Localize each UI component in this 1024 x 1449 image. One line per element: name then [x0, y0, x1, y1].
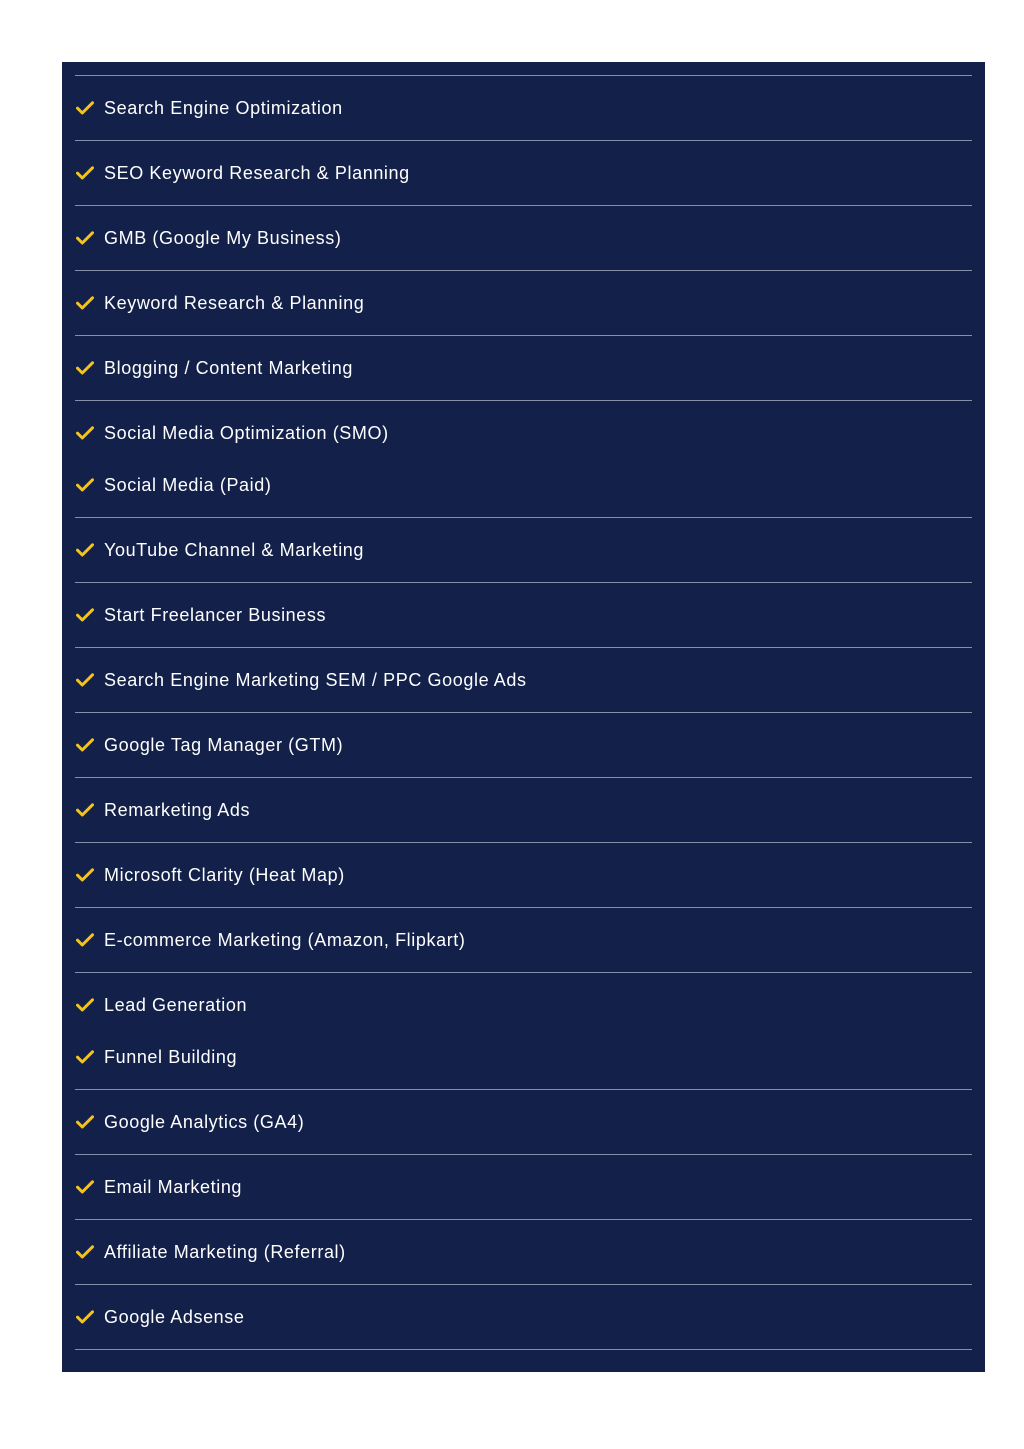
check-icon [75, 995, 95, 1015]
check-icon [75, 423, 95, 443]
list-item-label: Email Marketing [104, 1176, 243, 1197]
divider [75, 777, 972, 778]
list-item-label: SEO Keyword Research & Planning [104, 162, 410, 183]
check-icon [75, 163, 95, 183]
list-item-label: Remarketing Ads [104, 799, 251, 820]
divider [75, 1089, 972, 1090]
topic-group [75, 973, 972, 1089]
topic-group [75, 713, 972, 777]
topic-group [75, 778, 972, 842]
divider [75, 582, 972, 583]
topic-group [75, 1090, 972, 1154]
list-item [75, 1031, 972, 1083]
divider [75, 647, 972, 648]
list-item [75, 654, 972, 706]
check-icon [75, 540, 95, 560]
list-item [75, 459, 972, 511]
list-item [75, 147, 972, 199]
topic-group [75, 1285, 972, 1349]
divider [75, 75, 972, 76]
check-icon [75, 1242, 95, 1262]
topic-group [75, 648, 972, 712]
list-item [75, 719, 972, 771]
list-item [75, 589, 972, 641]
topic-group [75, 141, 972, 205]
topic-group [75, 336, 972, 400]
divider [75, 1284, 972, 1285]
divider [75, 1219, 972, 1220]
check-icon [75, 358, 95, 378]
list-item-label: Blogging / Content Marketing [104, 357, 353, 378]
list-item-label: Google Tag Manager (GTM) [104, 734, 344, 755]
check-icon [75, 605, 95, 625]
check-icon [75, 293, 95, 313]
divider [75, 712, 972, 713]
list-item [75, 212, 972, 264]
list-item [75, 342, 972, 394]
list-item [75, 1226, 972, 1278]
check-icon [75, 228, 95, 248]
divider [75, 270, 972, 271]
topic-group [75, 206, 972, 270]
check-icon [75, 1307, 95, 1327]
check-icon [75, 670, 95, 690]
check-icon [75, 475, 95, 495]
divider [75, 1349, 972, 1350]
divider [75, 205, 972, 206]
list-item [75, 1161, 972, 1213]
list-item-label: Social Media (Paid) [104, 474, 272, 495]
divider [75, 140, 972, 141]
topic-group [75, 583, 972, 647]
list-item [75, 914, 972, 966]
list-item-label: Search Engine Marketing SEM / PPC Google Ads [104, 669, 527, 690]
topic-list [75, 75, 972, 1350]
list-item-label: E-commerce Marketing (Amazon, Flipkart) [104, 929, 466, 950]
divider [75, 842, 972, 843]
check-icon [75, 1112, 95, 1132]
divider [75, 907, 972, 908]
check-icon [75, 930, 95, 950]
list-item [75, 277, 972, 329]
topic-group [75, 843, 972, 907]
list-item-label: Google Adsense [104, 1306, 245, 1327]
topic-group [75, 76, 972, 140]
list-item [75, 1291, 972, 1343]
topic-group [75, 401, 972, 517]
divider [75, 400, 972, 401]
list-item-label: Keyword Research & Planning [104, 292, 365, 313]
list-item-label: Lead Generation [104, 994, 248, 1015]
list-item [75, 784, 972, 836]
check-icon [75, 1047, 95, 1067]
topic-group [75, 1155, 972, 1219]
course-topics-panel [62, 62, 985, 1372]
topic-group [75, 908, 972, 972]
check-icon [75, 865, 95, 885]
check-icon [75, 1177, 95, 1197]
list-item [75, 407, 972, 459]
topic-group [75, 1220, 972, 1284]
list-item-label: Start Freelancer Business [104, 604, 327, 625]
list-item-label: Microsoft Clarity (Heat Map) [104, 864, 345, 885]
list-item-label: YouTube Channel & Marketing [104, 539, 365, 560]
list-item-label: Search Engine Optimization [104, 97, 343, 118]
list-item-label: Social Media Optimization (SMO) [104, 422, 389, 443]
list-item-label: Affiliate Marketing (Referral) [104, 1241, 346, 1262]
list-item [75, 979, 972, 1031]
divider [75, 972, 972, 973]
list-item-label: GMB (Google My Business) [104, 227, 342, 248]
list-item [75, 1096, 972, 1148]
list-item-label: Funnel Building [104, 1046, 238, 1067]
topic-group [75, 271, 972, 335]
topic-group [75, 518, 972, 582]
list-item [75, 849, 972, 901]
divider [75, 1154, 972, 1155]
list-item [75, 524, 972, 576]
check-icon [75, 800, 95, 820]
list-item [75, 82, 972, 134]
check-icon [75, 98, 95, 118]
divider [75, 335, 972, 336]
check-icon [75, 735, 95, 755]
divider [75, 517, 972, 518]
list-item-label: Google Analytics (GA4) [104, 1111, 305, 1132]
